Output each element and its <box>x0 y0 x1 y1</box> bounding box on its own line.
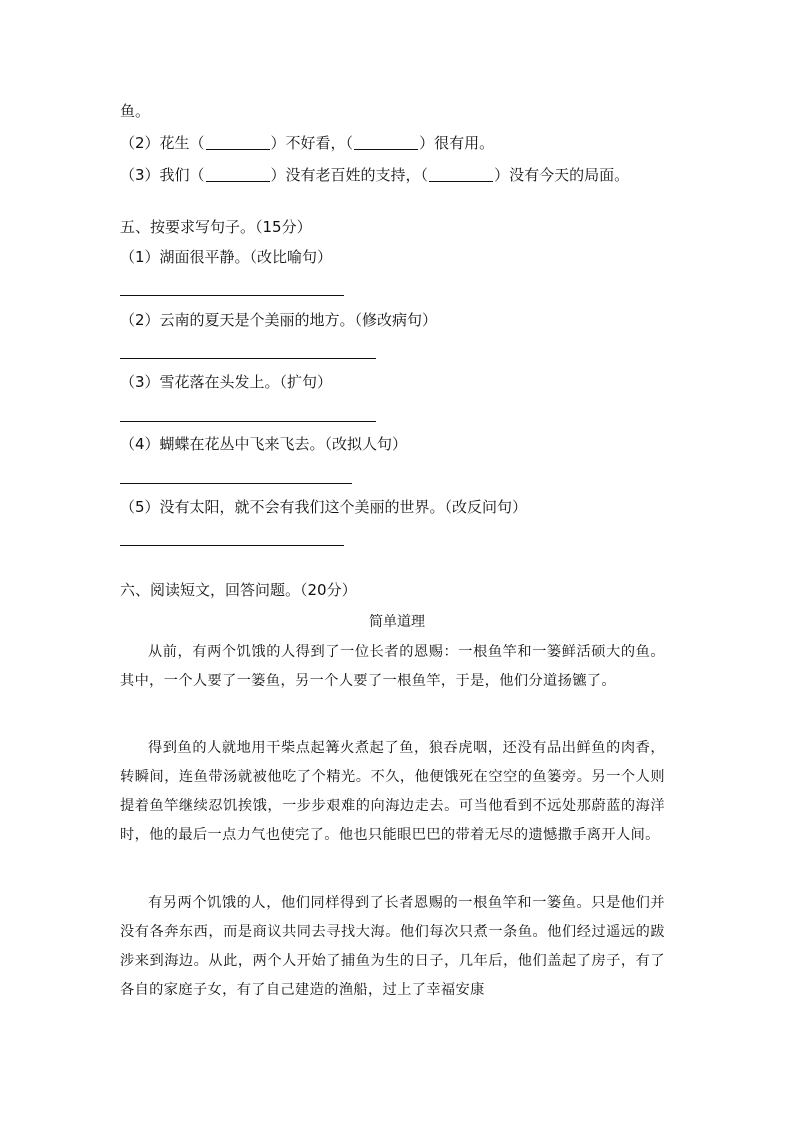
question-2 <box>120 133 494 153</box>
section-5-item-2: （2）云南的夏天是个美丽的地方。（修改病句） <box>120 311 438 329</box>
blank-field[interactable] <box>429 167 493 182</box>
question-3-prefix: （3）我们（ <box>120 166 205 184</box>
section-5-item-1: （1）湖面很平静。（改比喻句） <box>120 248 333 266</box>
question-2-prefix: （2）花生（ <box>120 134 205 152</box>
blank-field[interactable] <box>206 135 270 150</box>
question-3-suffix: ）没有今天的局面。 <box>494 166 630 184</box>
answer-line-2[interactable] <box>120 358 376 359</box>
question-2-mid: ）不好看，（ <box>270 134 354 152</box>
passage-title: 简单道理 <box>369 614 425 630</box>
question-3 <box>120 165 629 185</box>
passage-paragraph-3: 有另两个饥饿的人，他们同样得到了长者恩赐的一根鱼竿和一篓鱼。只是他们并没有各奔东西，而是商议共同去寻找大海。他们每次只煮一条鱼。他们经过遥远的跋涉来到海边。从此，两个人开始了捕鱼为生的日子，几年后，他们盖起了房子，有了各自的家庭子女，有了自己建造的渔船，过上了幸福安康 <box>120 895 665 998</box>
passage-paragraph-2: 得到鱼的人就地用干柴点起篝火煮起了鱼，狼吞虎咽，还没有品出鲜鱼的肉香，转瞬间，连鱼带汤就被他吃了个精光。不久，他便饿死在空空的鱼篓旁。另一个人则提着鱼竿继续忍饥挨饿，一步步艰难的向海边走去。可当他看到不远处那蔚蓝的海洋时，他的最后一点力气也使完了。他也只能眼巴巴的带着无尽的遗憾撒手离开人间。 <box>120 740 665 843</box>
answer-line-5[interactable] <box>120 545 344 546</box>
section-6-heading: 六、阅读短文，回答问题。（20分） <box>120 581 357 599</box>
answer-line-1[interactable] <box>120 295 344 296</box>
section-5-item-5: （5）没有太阳，就不会有我们这个美丽的世界。（改反问句） <box>120 498 528 516</box>
blank-field[interactable] <box>354 135 418 150</box>
question-3-mid: ）没有老百姓的支持，（ <box>270 166 429 184</box>
section-5-item-4: （4）蝴蝶在花丛中飞来飞去。（改拟人句） <box>120 435 408 453</box>
text-line-continuation: 鱼。 <box>120 102 151 120</box>
answer-line-4[interactable] <box>120 483 352 484</box>
question-2-suffix: ）很有用。 <box>419 134 495 152</box>
section-5-heading: 五、按要求写句子。（15分） <box>120 218 312 236</box>
section-5-item-3: （3）雪花落在头发上。（扩句） <box>120 373 333 391</box>
blank-field[interactable] <box>206 167 270 182</box>
answer-line-3[interactable] <box>120 421 376 422</box>
passage-paragraph-1: 从前，有两个饥饿的人得到了一位长者的恩赐：一根鱼竿和一篓鲜活硕大的鱼。其中，一个人要了一篓鱼，另一个人要了一根鱼竿，于是，他们分道扬镳了。 <box>120 644 665 689</box>
